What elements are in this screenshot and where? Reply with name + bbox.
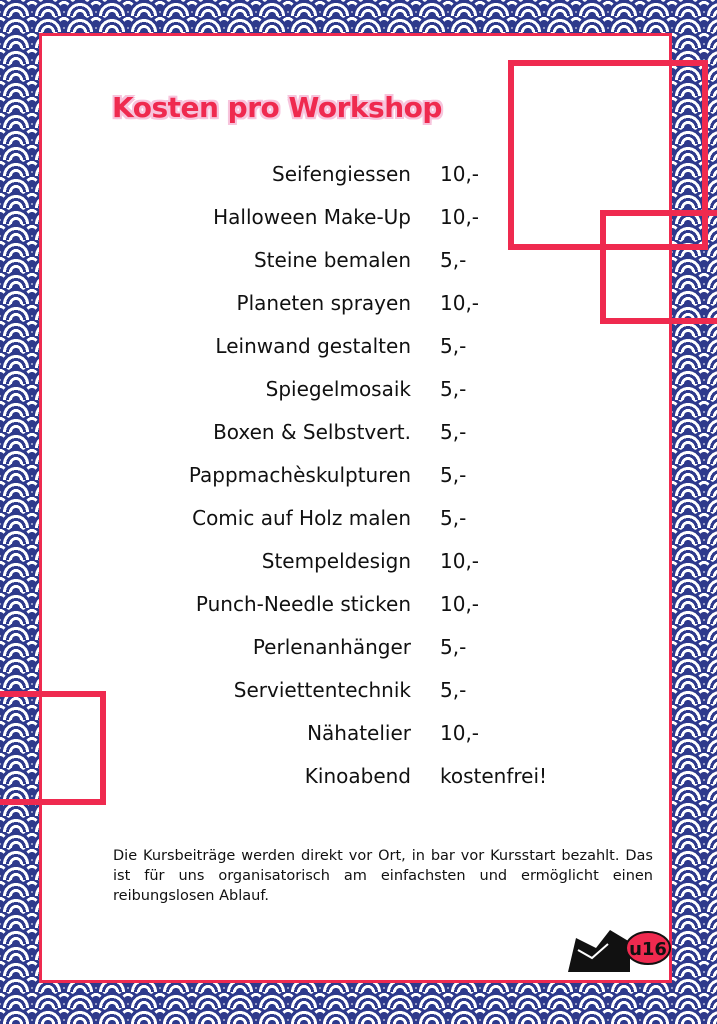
list-item — [0, 713, 717, 756]
payment-note: Die Kursbeiträge werden direkt vor Ort, in bar vor Kursstart bezahlt. Das ist für uns organisatorisch am einfachsten und ermöglicht einen reibungslosen Ablauf. — [113, 848, 653, 904]
workshop-price: 5,- — [440, 334, 467, 358]
house-logo-icon — [566, 922, 672, 974]
logo-text: u16 — [629, 939, 667, 960]
workshop-name: Planeten sprayen — [236, 291, 411, 315]
workshop-price: kostenfrei! — [440, 764, 548, 788]
workshop-price: 10,- — [440, 592, 480, 616]
workshop-price: 5,- — [440, 377, 467, 401]
list-item — [0, 584, 717, 627]
list-item — [0, 240, 717, 283]
workshop-price: 10,- — [440, 549, 480, 573]
workshop-name: Halloween Make-Up — [213, 205, 411, 229]
workshop-name: Boxen & Selbstvert. — [213, 420, 411, 444]
workshop-name: Leinwand gestalten — [215, 334, 411, 358]
list-item — [0, 326, 717, 369]
workshop-name: Stempeldesign — [261, 549, 411, 573]
workshop-price: 10,- — [440, 291, 480, 315]
list-item — [0, 369, 717, 412]
list-item — [0, 498, 717, 541]
workshop-name: Perlenanhänger — [252, 635, 411, 659]
list-item — [0, 412, 717, 455]
list-item — [0, 670, 717, 713]
workshop-price: 10,- — [440, 721, 480, 745]
workshop-price: 5,- — [440, 635, 467, 659]
workshop-price: 5,- — [440, 678, 467, 702]
list-item — [0, 627, 717, 670]
workshop-name: Pappmachèskulpturen — [188, 463, 411, 487]
workshop-name: Nähatelier — [307, 721, 411, 745]
workshop-price: 5,- — [440, 420, 467, 444]
workshop-name: Kinoabend — [304, 764, 411, 788]
workshop-price: 10,- — [440, 205, 480, 229]
list-item — [0, 154, 717, 197]
workshop-name: Punch-Needle sticken — [195, 592, 411, 616]
page-title: Kosten pro Workshop — [112, 91, 442, 124]
workshop-price-list — [0, 154, 717, 799]
list-item — [0, 541, 717, 584]
workshop-price: 10,- — [440, 162, 480, 186]
list-item — [0, 197, 717, 240]
workshop-name: Steine bemalen — [253, 248, 411, 272]
list-item — [0, 455, 717, 498]
workshop-name: Seifengiessen — [272, 162, 411, 186]
workshop-name: Comic auf Holz malen — [192, 506, 411, 530]
workshop-price: 5,- — [440, 463, 467, 487]
list-item — [0, 283, 717, 326]
workshop-price: 5,- — [440, 506, 467, 530]
workshop-price: 5,- — [440, 248, 467, 272]
workshop-name: Serviettentechnik — [233, 678, 411, 702]
workshop-name: Spiegelmosaik — [265, 377, 411, 401]
list-item — [0, 756, 717, 799]
